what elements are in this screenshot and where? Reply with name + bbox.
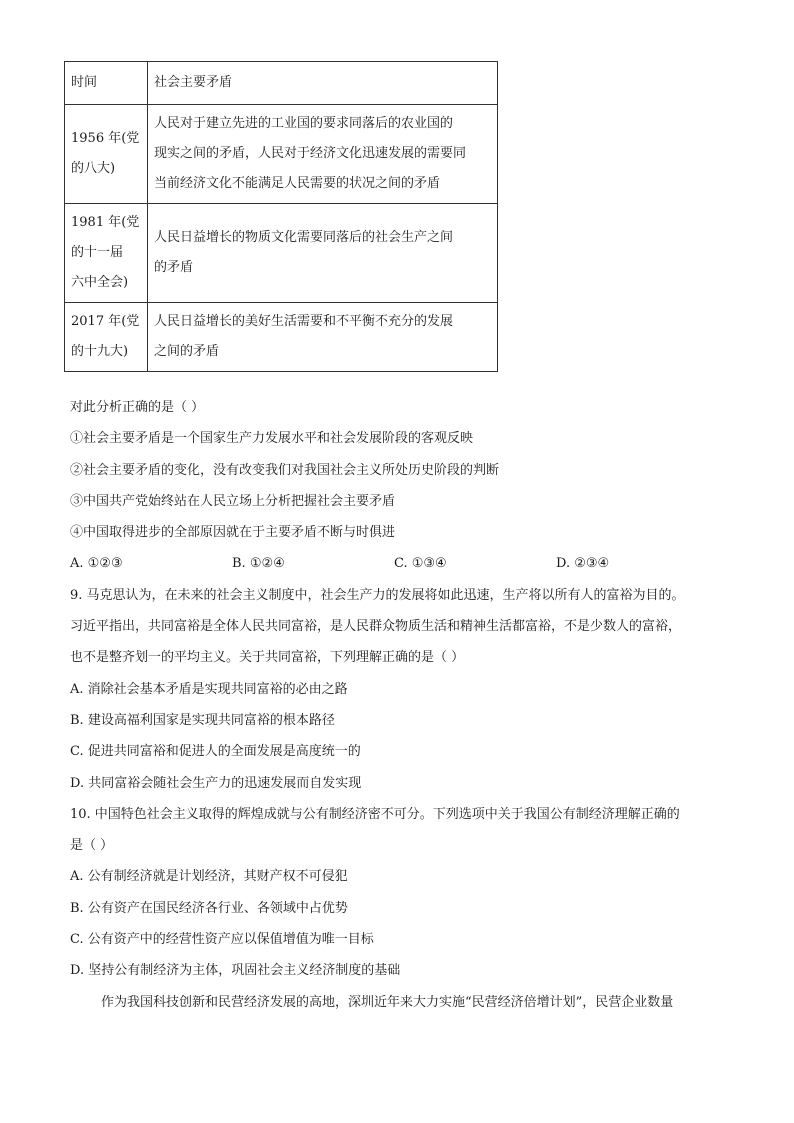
q9-stem-line: 也不是整齐划一的平均主义。关于共同富裕，下列理解正确的是（ ）	[70, 650, 465, 666]
passage-first-line: 作为我国科技创新和民营经济发展的高地，深圳近年来大力实施“民营经济倍增计划”，民营企业数量	[101, 994, 674, 1010]
time-line: 六中全会)	[71, 275, 129, 290]
q8-statement: ④中国取得进步的全部原因就在于主要矛盾不断与时俱进	[70, 525, 396, 541]
header-time-cell: 时间	[65, 62, 148, 105]
desc-line: 现实之间的矛盾，人民对于经济文化迅速发展的需要同	[154, 146, 467, 161]
table-row	[65, 204, 498, 303]
q8-options	[70, 548, 730, 579]
q8-statement: ①社会主要矛盾是一个国家生产力发展水平和社会发展阶段的客观反映	[70, 431, 474, 447]
desc-line: 之间的矛盾	[154, 344, 220, 359]
time-line: 的八大)	[71, 161, 116, 176]
q9-option-a: A. 消除社会基本矛盾是实现共同富裕的必由之路	[70, 681, 348, 697]
time-cell	[65, 303, 148, 372]
desc-line: 当前经济文化不能满足人民需要的状况之间的矛盾	[154, 176, 441, 191]
q8-stem: 对此分析正确的是（ ）	[70, 400, 205, 415]
header-contradiction-cell: 社会主要矛盾	[148, 62, 498, 105]
q10-option-b: B. 公有资产在国民经济各行业、各领域中占优势	[70, 900, 348, 916]
time-cell	[65, 204, 148, 303]
contradiction-cell	[148, 204, 498, 303]
q8-option-b: B. ①②④	[232, 556, 285, 572]
contradiction-table	[64, 61, 498, 372]
q8-option-c: C. ①③④	[394, 556, 447, 572]
q9-option-c: C. 促进共同富裕和促进人的全面发展是高度统一的	[70, 744, 361, 760]
time-cell	[65, 105, 148, 204]
time-line: 的十九大)	[71, 344, 129, 359]
time-line: 1956 年(党	[71, 131, 140, 146]
desc-line: 的矛盾	[154, 260, 194, 275]
table-row	[65, 303, 498, 372]
q10-stem-line: 是（ ）	[70, 838, 114, 854]
q9-option-b: B. 建设高福利国家是实现共同富裕的根本路径	[70, 712, 335, 728]
q9-stem-line: 习近平指出，共同富裕是全体人民共同富裕，是人民群众物质生活和精神生活都富裕，不是少数人的富裕，	[70, 619, 682, 635]
desc-line: 人民日益增长的物质文化需要同落后的社会生产之间	[154, 230, 454, 245]
contradiction-cell	[148, 303, 498, 372]
table-row	[65, 105, 498, 204]
q8-statement: ③中国共产党始终站在人民立场上分析把握社会主要矛盾	[70, 493, 396, 509]
q8-option-a: A. ①②③	[70, 556, 123, 572]
question-text	[70, 392, 730, 1018]
q9-stem-line: 9. 马克思认为，在未来的社会主义制度中，社会生产力的发展将如此迅速，生产将以所有人的富裕为目的。	[70, 587, 685, 603]
q9-option-d: D. 共同富裕会随社会生产力的迅速发展而自发实现	[70, 775, 362, 791]
q10-option-d: D. 坚持公有制经济为主体，巩固社会主义经济制度的基础	[70, 963, 401, 979]
table-header-row	[65, 62, 498, 105]
time-line: 2017 年(党	[71, 314, 140, 329]
desc-line: 人民对于建立先进的工业国的要求同落后的农业国的	[154, 116, 454, 131]
contradiction-cell	[148, 105, 498, 204]
time-line: 的十一届	[71, 245, 124, 260]
q10-option-c: C. 公有资产中的经营性资产应以保值增值为唯一目标	[70, 932, 374, 948]
time-line: 1981 年(党	[71, 215, 140, 230]
q10-stem-line: 10. 中国特色社会主义取得的辉煌成就与公有制经济密不可分。下列选项中关于我国公有制经济理解正确的	[70, 806, 680, 822]
q8-option-d: D. ②③④	[556, 556, 610, 572]
q8-statement: ②社会主要矛盾的变化，没有改变我们对我国社会主义所处历史阶段的判断	[70, 462, 500, 478]
q10-option-a: A. 公有制经济就是计划经济，其财产权不可侵犯	[70, 869, 348, 885]
desc-line: 人民日益增长的美好生活需要和不平衡不充分的发展	[154, 314, 454, 329]
